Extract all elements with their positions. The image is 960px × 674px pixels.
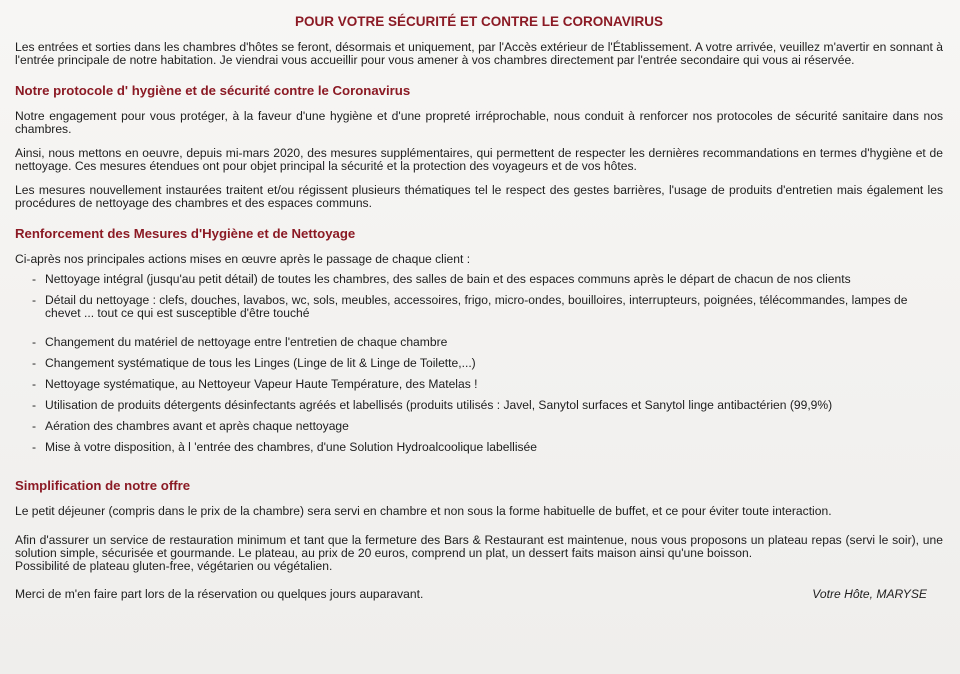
protocol-paragraph-2: Ainsi, nous mettons en oeuvre, depuis mi-mars 2020, des mesures supplémentaires, qui permettent de respecter les dernières recommandations en termes d'hygiène et de nettoyage. Ces mesures étendues ont pour objet principal la sécurité et la protection des voyageurs et de vos hôtes. [15, 146, 943, 173]
list-item-text: Utilisation de produits détergents désinfectants agréés et labellisés (produits utilisés : Javel, Sanytol surfaces et Sanytol linge antibactérien (99,9%) [45, 398, 833, 412]
document-body [15, 10, 943, 601]
list-item [15, 294, 943, 320]
bullet-dash: - [32, 335, 37, 349]
list-item [15, 336, 943, 349]
list-item-text: Détail du nettoyage : clefs, douches, lavabos, wc, sols, meubles, accessoires, frigo, micro-ondes, bouilloires, interrupteurs, poignées, télécommandes, lampes de chevet ... tout ce qui est susceptible d'être touché [45, 293, 908, 320]
offer-paragraph-diet-options: Possibilité de plateau gluten-free, végétarien ou végétalien. [15, 559, 333, 573]
list-item [15, 441, 943, 454]
list-item-text: Nettoyage systématique, au Nettoyeur Vapeur Haute Température, des Matelas ! [45, 377, 478, 391]
list-item-text: Changement systématique de tous les Linges (Linge de lit & Linge de Toilette,...) [45, 356, 476, 370]
bullet-dash: - [32, 272, 37, 286]
list-item [15, 420, 943, 433]
host-signature: Votre Hôte, MARYSE [812, 587, 927, 601]
list-item [15, 378, 943, 391]
offer-paragraph-meal-tray: Afin d'assurer un service de restauration minimum et tant que la fermeture des Bars & Restaurant est maintenue, nous vous proposons un plateau repas (servi le soir), une solution simple, sécurisée et gourmande. Le plateau, au prix de 20 euros, comprend un plat, un dessert faits maison ainsi qu'une boisson. [15, 533, 943, 560]
section-heading-offer: Simplification de notre offre [15, 478, 191, 493]
protocol-paragraph-1: Notre engagement pour vous protéger, à la faveur d'une hygiène et d'une propreté irréprochable, nous conduit à renforcer nos protocoles de sécurité sanitaire dans nos chambres. [15, 109, 943, 136]
bullet-dash: - [32, 419, 37, 433]
list-item [15, 273, 943, 286]
section-heading-hygiene-protocol: Notre protocole d' hygiène et de sécurité contre le Coronavirus [15, 83, 411, 98]
closing-thanks: Merci de m'en faire part lors de la réservation ou quelques jours auparavant. [15, 587, 424, 601]
list-item [15, 357, 943, 370]
offer-paragraph-breakfast: Le petit déjeuner (compris dans le prix de la chambre) sera servi en chambre et non sous la forme habituelle de buffet, et ce pour éviter toute interaction. [15, 504, 832, 518]
bullet-dash: - [32, 440, 37, 454]
document-title: POUR VOTRE SÉCURITÉ ET CONTRE LE CORONAVIRUS [294, 14, 664, 29]
closing-line [15, 587, 943, 601]
measures-list [15, 273, 943, 454]
list-item-text: Nettoyage intégral (jusqu'au petit détail) de toutes les chambres, des salles de bain et des espaces communs après le départ de chacun de nos clients [45, 272, 851, 286]
section-heading-cleaning-measures: Renforcement des Mesures d'Hygiène et de Nettoyage [15, 226, 356, 241]
bullet-dash: - [32, 356, 37, 370]
list-item-text: Aération des chambres avant et après chaque nettoyage [45, 419, 349, 433]
bullet-dash: - [32, 398, 37, 412]
bullet-dash: - [32, 377, 37, 391]
bullet-dash: - [32, 293, 37, 307]
list-item [15, 399, 943, 412]
list-item-text: Changement du matériel de nettoyage entre l'entretien de chaque chambre [45, 335, 448, 349]
protocol-paragraph-3: Les mesures nouvellement instaurées traitent et/ou régissent plusieurs thématiques tel le respect des gestes barrières, l'usage de produits d'entretien mais également les procédures de nettoyage des chambres et des espaces communs. [15, 183, 943, 210]
intro-paragraph: Les entrées et sorties dans les chambres d'hôtes se feront, désormais et uniquement, par l'Accès extérieur de l'Établissement. A votre arrivée, veuillez m'avertir en sonnant à l'entrée principale de notre habitation. Je viendrai vous accueillir pour vous amener à vos chambres directement par l'entrée secondaire qui vous ai réservée. [15, 40, 943, 67]
list-item-text: Mise à votre disposition, à l 'entrée des chambres, d'une Solution Hydroalcoolique labellisée [45, 440, 538, 454]
measures-lead: Ci-après nos principales actions mises en œuvre après le passage de chaque client : [15, 252, 471, 266]
